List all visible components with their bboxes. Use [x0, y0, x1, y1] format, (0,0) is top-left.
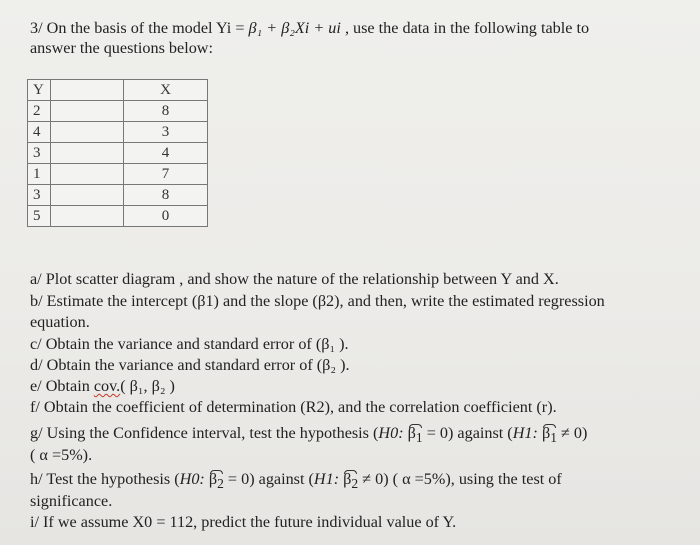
table-row: [28, 185, 208, 206]
cell-y: 2: [28, 101, 51, 122]
table-gap: [51, 101, 124, 122]
table-gap: [51, 206, 124, 227]
question-g-end: ≠ 0): [556, 424, 588, 442]
intro-line-1: [30, 19, 589, 37]
cell-y: 5: [28, 206, 51, 227]
question-g-text: g/ Using the Confidence interval, test the hypothesis (: [30, 424, 379, 442]
question-a: a/ Plot scatter diagram , and show the nature of the relationship between Y and X.: [30, 270, 559, 288]
question-b-line-2: equation.: [30, 313, 90, 331]
question-h-end: ≠ 0) ( α =5%), using the test of: [358, 470, 562, 488]
table-row: [28, 206, 208, 227]
cell-x: 7: [124, 164, 208, 185]
question-g-line-2: ( α =5%).: [30, 446, 93, 464]
beta-hat: [343, 470, 358, 493]
null-hypothesis-label: H0:: [378, 424, 408, 442]
header-y: Y: [28, 80, 51, 101]
table-header-row: [28, 80, 208, 101]
cell-x: 8: [124, 185, 208, 206]
alt-hypothesis-label: H1:: [512, 424, 542, 442]
table-gap: [51, 80, 124, 101]
cell-x: 4: [124, 143, 208, 164]
intro-line-2: answer the questions below:: [30, 39, 213, 57]
beta-hat: [542, 424, 557, 447]
table-gap: [51, 143, 124, 164]
question-e-cov: cov.: [93, 377, 121, 395]
cell-y: 3: [28, 185, 51, 206]
question-e-args: ( β₁, β₂ ): [120, 377, 175, 395]
beta-subscript: 2: [217, 476, 224, 492]
null-hypothesis-label: H0:: [179, 470, 209, 488]
question-h-mid: = 0) against (: [223, 470, 314, 488]
beta-subscript: 1: [415, 430, 423, 446]
header-x: X: [124, 80, 208, 101]
alt-hypothesis-label: H1:: [313, 470, 344, 488]
question-g-mid: = 0) against (: [422, 424, 513, 442]
question-b-line-1: b/ Estimate the intercept (β1) and the slope (β2), and then, write the estimated regression: [30, 292, 605, 310]
question-i: i/ If we assume X0 = 112, predict the future individual value of Y.: [30, 513, 457, 531]
question-h-line-1: [30, 470, 562, 493]
intro-text: 3/ On the basis of the model Yi =: [30, 19, 249, 37]
beta-subscript: 2: [351, 476, 359, 492]
question-g-line-1: [30, 424, 587, 447]
table-gap: [51, 122, 124, 143]
table-row: [28, 164, 208, 185]
cell-y: 3: [28, 143, 51, 164]
beta-hat: [408, 424, 423, 447]
question-c: c/ Obtain the variance and standard error of (β₁ ).: [30, 335, 349, 353]
question-h-line-2: significance.: [30, 492, 113, 510]
question-d: d/ Obtain the variance and standard error of (β₂ ).: [30, 356, 350, 374]
table-gap: [51, 164, 124, 185]
question-e: [30, 377, 175, 395]
question-h-text: h/ Test the hypothesis (: [30, 470, 180, 488]
cell-x: 8: [124, 101, 208, 122]
cell-x: 0: [124, 206, 208, 227]
table-row: [28, 143, 208, 164]
table-row: [28, 101, 208, 122]
model-equation: β₁ + β₂Xi + ui: [248, 19, 341, 37]
question-f: f/ Obtain the coefficient of determination (R2), and the correlation coefficient (r).: [30, 398, 557, 416]
table-gap: [51, 185, 124, 206]
beta-symbol: β: [343, 470, 352, 488]
cell-y: 4: [28, 122, 51, 143]
beta-symbol: β: [407, 424, 416, 442]
intro-text-end: , use the data in the following table to: [340, 19, 590, 37]
data-table: [27, 79, 208, 227]
cell-x: 3: [124, 122, 208, 143]
cell-y: 1: [28, 164, 51, 185]
table-row: [28, 122, 208, 143]
beta-symbol: β: [541, 424, 551, 442]
beta-subscript: 1: [550, 430, 557, 446]
beta-hat: [209, 470, 224, 493]
beta-symbol: β: [208, 470, 218, 488]
question-e-text: e/ Obtain: [30, 377, 94, 395]
